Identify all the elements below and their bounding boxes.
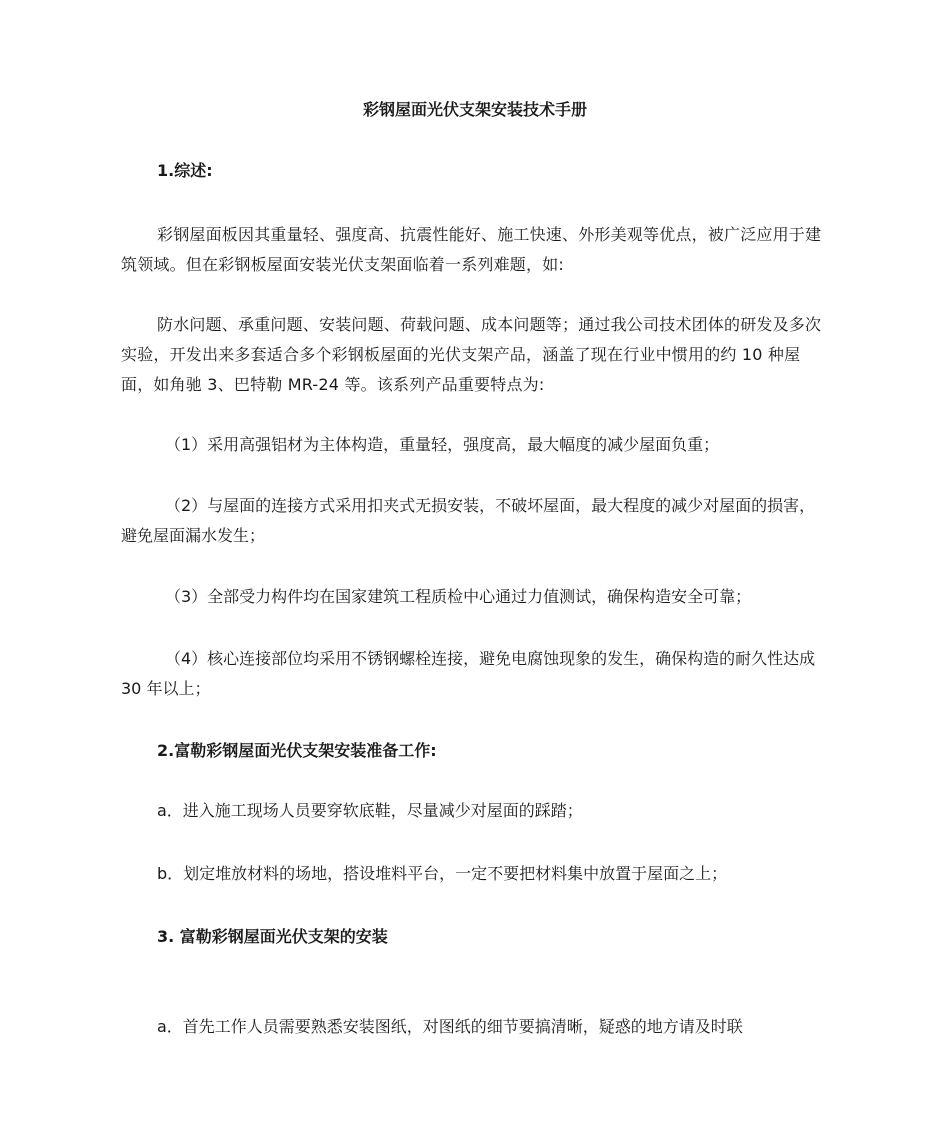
- prep-item-b: b．划定堆放材料的场地，搭设堆料平台，一定不要把材料集中放置于屋面之上；: [157, 864, 728, 883]
- section-heading-preparation: 2.富勒彩钢屋面光伏支架安装准备工作:: [157, 741, 437, 760]
- feature-item-2: （2）与屋面的连接方式采用扣夹式无损安装，不破坏屋面，最大程度的减少对屋面的损害，避免屋面漏水发生；: [121, 496, 816, 545]
- paragraph-problems: 防水问题、承重问题、安装问题、荷载问题、成本问题等；通过我公司技术团体的研发及多次实验，开发出来多套适合多个彩钢板屋面的光伏支架产品，涵盖了现在行业中惯用的约 10 种屋面，如角驰 3、巴特勒 MR-24 等。该系列产品重要特点为:: [121, 315, 822, 394]
- prep-item-a: a．进入施工现场人员要穿软底鞋，尽量减少对屋面的踩踏；: [157, 801, 583, 820]
- document-title: 彩钢屋面光伏支架安装技术手册: [362, 100, 587, 119]
- feature-item-1: （1）采用高强铝材为主体构造，重量轻，强度高，最大幅度的减少屋面负重；: [165, 435, 720, 454]
- feature-item-3: （3）全部受力构件均在国家建筑工程质检中心通过力值测试，确保构造安全可靠；: [165, 587, 752, 606]
- feature-item-4: （4）核心连接部位均采用不锈钢螺栓连接，避免电腐蚀现象的发生，确保构造的耐久性达成 30 年以上；: [121, 649, 816, 698]
- install-item-a: a．首先工作人员需要熟悉安装图纸，对图纸的细节要搞清晰，疑惑的地方请及时联: [157, 1017, 743, 1036]
- section-heading-overview: 1.综述:: [157, 161, 213, 180]
- section-heading-installation: 3. 富勒彩钢屋面光伏支架的安装: [157, 927, 388, 946]
- paragraph-intro: 彩钢屋面板因其重量轻、强度高、抗震性能好、施工快速、外形美观等优点，被广泛应用于建筑领域。但在彩钢板屋面安装光伏支架面临着一系列难题，如:: [121, 225, 822, 274]
